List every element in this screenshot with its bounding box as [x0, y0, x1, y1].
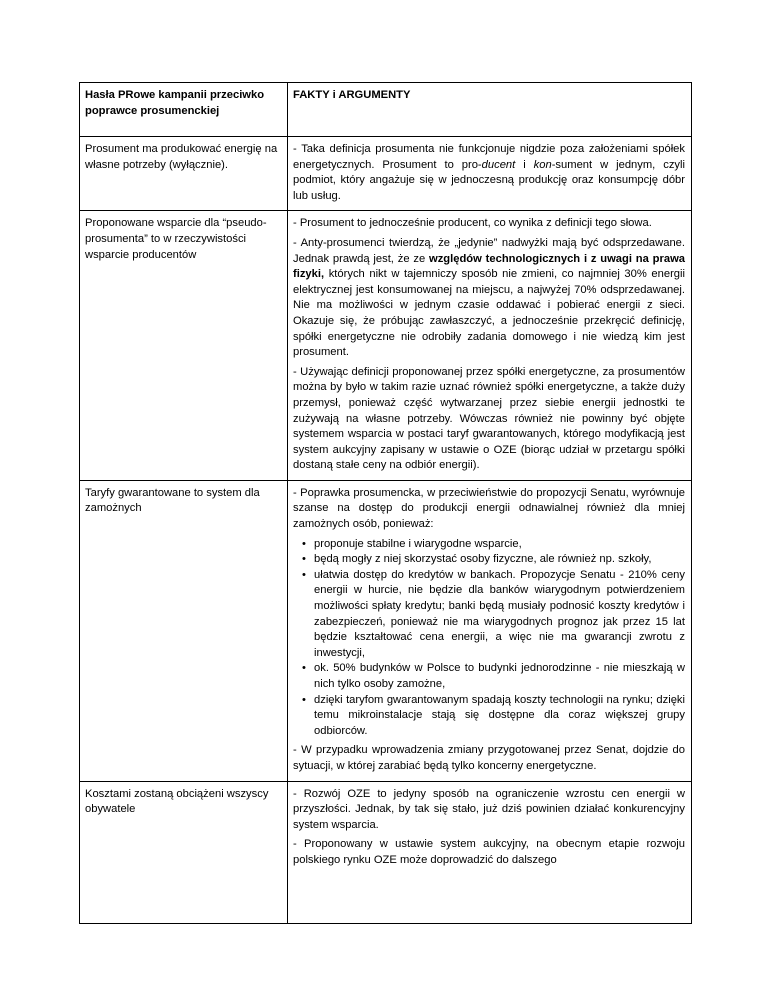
claim-cell [80, 211, 288, 481]
claim-text: Taryfy gwarantowane to system dla zamożnych [85, 486, 260, 515]
fact-paragraph: - Proponowany w ustawie system aukcyjny, na obecnym etapie rozwoju polskiego rynku OZE może doprowadzić do dalszego [293, 838, 685, 866]
claim-text: Kosztami zostaną obciążeni wszyscy obywatele [85, 787, 269, 816]
list-item: • ułatwia dostęp do kredytów w bankach. Propozycje Senatu - 210% ceny energii w hurcie, nie będzie dla banków wiarygodnym potwierdzeniem możliwości spłaty kredytu; banki będą musiały podnosić koszty kredytów i zabezpieczeń, ponieważ nie ma wiarygodnych prognoz jak przez 15 lat będzie kształtować cena energii, a więc nie ma gwarancji zwrotu z inwestycji, [314, 568, 685, 662]
facts-cell [288, 137, 692, 211]
claim-cell [80, 137, 288, 211]
bullet-list-wrapper [293, 537, 685, 740]
table-row [80, 137, 692, 211]
fact-paragraph [293, 142, 685, 204]
claim-cell [80, 480, 288, 781]
list-item: • dzięki taryfom gwarantowanym spadają koszty technologii na rynku; dzięki temu mikroinstalacje stają się dostępne dla coraz większej grupy odbiorców. [314, 693, 685, 740]
claim-text: Prosument ma produkować energię na własne potrzeby (wyłącznie). [85, 143, 278, 171]
header-facts-label: FAKTY i ARGUMENTY [293, 89, 411, 101]
fact-text: i [515, 158, 534, 171]
claim-cell [80, 781, 288, 923]
fact-text: - Taka definicja prosumenta nie funkcjonuje nigdzie poza założeniami spółek energetycznych. Prosument to pro- [293, 143, 685, 171]
fact-text: - Anty-prosumenci twierdzą, że „jedynie” nadwyżki mają być odsprzedawane. Jednak prawdą jest, że ze [293, 236, 685, 265]
table-row [80, 480, 692, 781]
fact-text: -sument w jednym, czyli podmiot, który angażuje się w jednoczesną produkcję oraz konsumpcję dóbr lub usług. [293, 158, 685, 202]
arguments-table [79, 82, 692, 924]
fact-paragraph: - Prosument to jednocześnie producent, co wynika z definicji tego słowa. [293, 217, 652, 230]
table-row [80, 781, 692, 923]
table-row [80, 211, 692, 481]
list-item: • będą mogły z niej skorzystać osoby fizyczne, ale również np. szkoły, [314, 552, 685, 568]
header-cell-claims [80, 83, 288, 137]
list-item: • ok. 50% budynków w Polsce to budynki jednorodzinne - nie mieszkają w nich tylko osoby zamożne, [314, 661, 685, 692]
header-cell-facts [288, 83, 692, 137]
fact-paragraph: - Poprawka prosumencka, w przeciwieństwie do propozycji Senatu, wyrównuje szanse na dostęp do produkcji energii odnawialnej również dla mniej zamożnych osób, ponieważ: [293, 486, 685, 531]
fact-paragraph: - W przypadku wprowadzenia zmiany przygotowanej przez Senat, dojdzie do sytuacji, w której zarabiać będą tylko koncerny energetyczne. [293, 744, 685, 772]
fact-text: których nikt w tajemniczy sposób nie zmieni, co najmniej 30% energii elektrycznej jest konsumowanej na miejscu, a najwyżej 70% odsprzedawanej. Nie ma możliwości w jednym czasie oddawać i pobierać energii z sieci. Okazuje się, że próbując zawłaszczyć, a jednocześnie przekręcić definicję, spółki energetyczne nie odrobiły zadania domowego i nie wiedzą kim jest prosument. [293, 268, 685, 359]
header-claims-label: Hasła PRowe kampanii przeciwko poprawce prosumenckiej [85, 89, 265, 117]
fact-emphasis: ducent [481, 158, 516, 171]
facts-cell [288, 781, 692, 923]
table-header-row [80, 83, 692, 137]
claim-text: Proponowane wsparcie dla “pseudo-prosumenta” to w rzeczywistości wsparcie producentów [85, 217, 267, 261]
facts-cell [288, 480, 692, 781]
fact-paragraph [293, 236, 685, 361]
fact-paragraph: - Używając definicji proponowanej przez spółki energetyczne, za prosumentów można by było w takim razie uznać również spółki energetyczne, a także duży przemysł, ponieważ część wytwarzanej przez siebie energii jednostki te zużywają na własne potrzeby. Wówczas również nie powinny być objęte systemem wsparcia w postaci taryf gwarantowanych, którego modyfikacją jest system aukcyjny zapisany w ustawie o OZE (biorąc udział w przetargu spółki dostaną stałe ceny na odbiór energii). [293, 365, 685, 472]
fact-paragraph: - Rozwój OZE to jedyny sposób na ograniczenie wzrostu cen energii w przyszłości. Jednak, by tak się stało, już dziś powinien działać konkurencyjny system wsparcia. [293, 787, 685, 831]
list-item: • proponuje stabilne i wiarygodne wsparcie, [314, 537, 685, 553]
facts-cell [288, 211, 692, 481]
bullet-list [293, 537, 685, 740]
fact-emphasis: kon [533, 158, 552, 171]
fact-bold-text: względów technologicznych i z uwagi na prawa fizyki, [293, 252, 685, 281]
